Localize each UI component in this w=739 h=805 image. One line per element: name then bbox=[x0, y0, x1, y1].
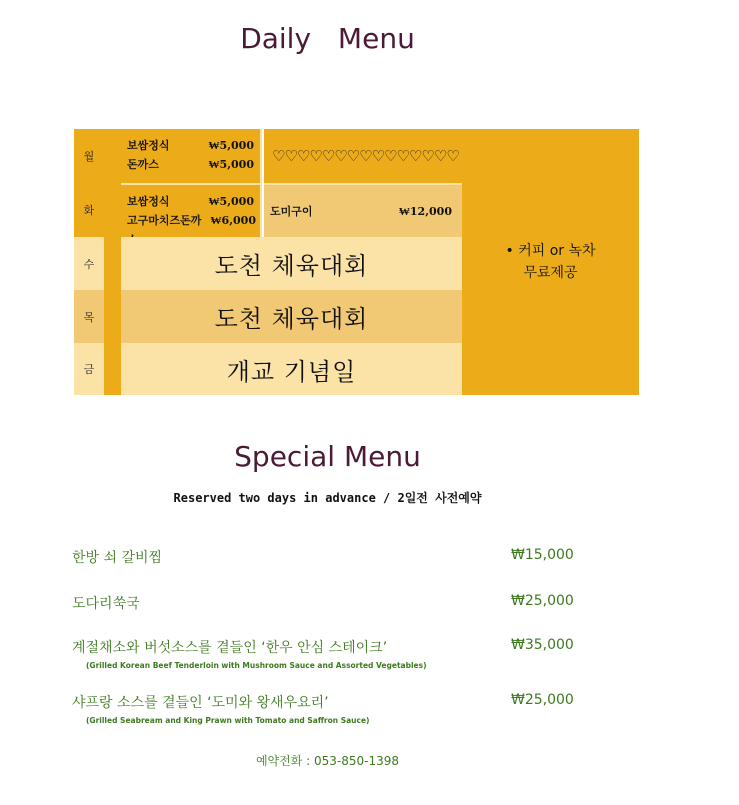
mon-hearts-decor: ♡♡♡♡♡♡♡♡♡♡♡♡♡♡♡ bbox=[264, 129, 462, 183]
special-item-english: (Grilled Korean Beef Tenderloin with Mushroom Sauce and Assorted Vegetables) bbox=[86, 661, 427, 670]
special-item-price: ₩15,000 bbox=[511, 547, 574, 563]
reservation-phone: 예약전화 : 053-850-1398 bbox=[255, 754, 400, 768]
special-item-name: 샤프랑 소스를 곁들인 ‘도미와 왕새우요리’ bbox=[72, 695, 329, 711]
mon-dish-row bbox=[121, 155, 260, 174]
dish-price: ₩12,000 bbox=[398, 204, 452, 218]
mon-dish-row bbox=[121, 136, 260, 155]
tue-special-cell bbox=[264, 183, 462, 237]
daily-menu-title: Daily Menu bbox=[240, 22, 415, 55]
dish-price: ₩6,000 bbox=[210, 214, 256, 227]
day-label-thu: 목 bbox=[74, 290, 104, 343]
free-drink-note bbox=[462, 129, 639, 395]
reservation-note: Reserved two days in advance / 2일전 사전예약 bbox=[173, 491, 482, 505]
dish-name: 고구마치즈돈까 bbox=[127, 214, 202, 227]
day-label-mon: 월 bbox=[74, 129, 104, 183]
special-item-name: 계절채소와 버섯소스를 곁들인 ‘한우 안심 스테이크’ bbox=[72, 640, 388, 656]
day-label-wed: 수 bbox=[74, 237, 104, 290]
mon-menu-cell bbox=[121, 129, 262, 183]
special-item-name: 도다리쑥국 bbox=[72, 596, 140, 612]
special-item-price: ₩25,000 bbox=[511, 593, 574, 609]
dish-name: 도미구이 bbox=[270, 204, 313, 218]
daily-menu-table bbox=[74, 129, 639, 395]
special-item-english: (Grilled Seabream and King Prawn with Tomato and Saffron Sauce) bbox=[86, 716, 370, 725]
wed-event: 도천 체육대회 bbox=[121, 237, 462, 290]
dish-price: ₩5,000 bbox=[208, 139, 254, 152]
special-menu-title: Special Menu bbox=[234, 440, 421, 473]
dish-name: 보쌈정식 bbox=[127, 139, 170, 152]
fri-event: 개교 기념일 bbox=[121, 343, 462, 395]
day-label-tue: 화 bbox=[74, 183, 104, 237]
special-item-price: ₩35,000 bbox=[511, 637, 574, 653]
day-label-fri: 금 bbox=[74, 343, 104, 395]
dish-name: 돈까스 bbox=[127, 158, 159, 171]
tue-dish-row bbox=[121, 192, 260, 211]
dish-name: 보쌈정식 bbox=[127, 195, 170, 208]
special-item-name: 한방 쇠 갈비찜 bbox=[72, 550, 163, 566]
dish-price: ₩5,000 bbox=[208, 158, 254, 171]
tue-special-row bbox=[264, 202, 462, 221]
free-drink-line2: 무료제공 bbox=[523, 265, 578, 281]
day-separator-bar bbox=[104, 129, 121, 395]
free-drink-line1: • 커피 or 녹차 bbox=[505, 243, 596, 259]
dish-price: ₩5,000 bbox=[208, 195, 254, 208]
special-item-price: ₩25,000 bbox=[511, 692, 574, 708]
tue-menu-cell bbox=[121, 183, 262, 237]
thu-event: 도천 체육대회 bbox=[121, 290, 462, 343]
